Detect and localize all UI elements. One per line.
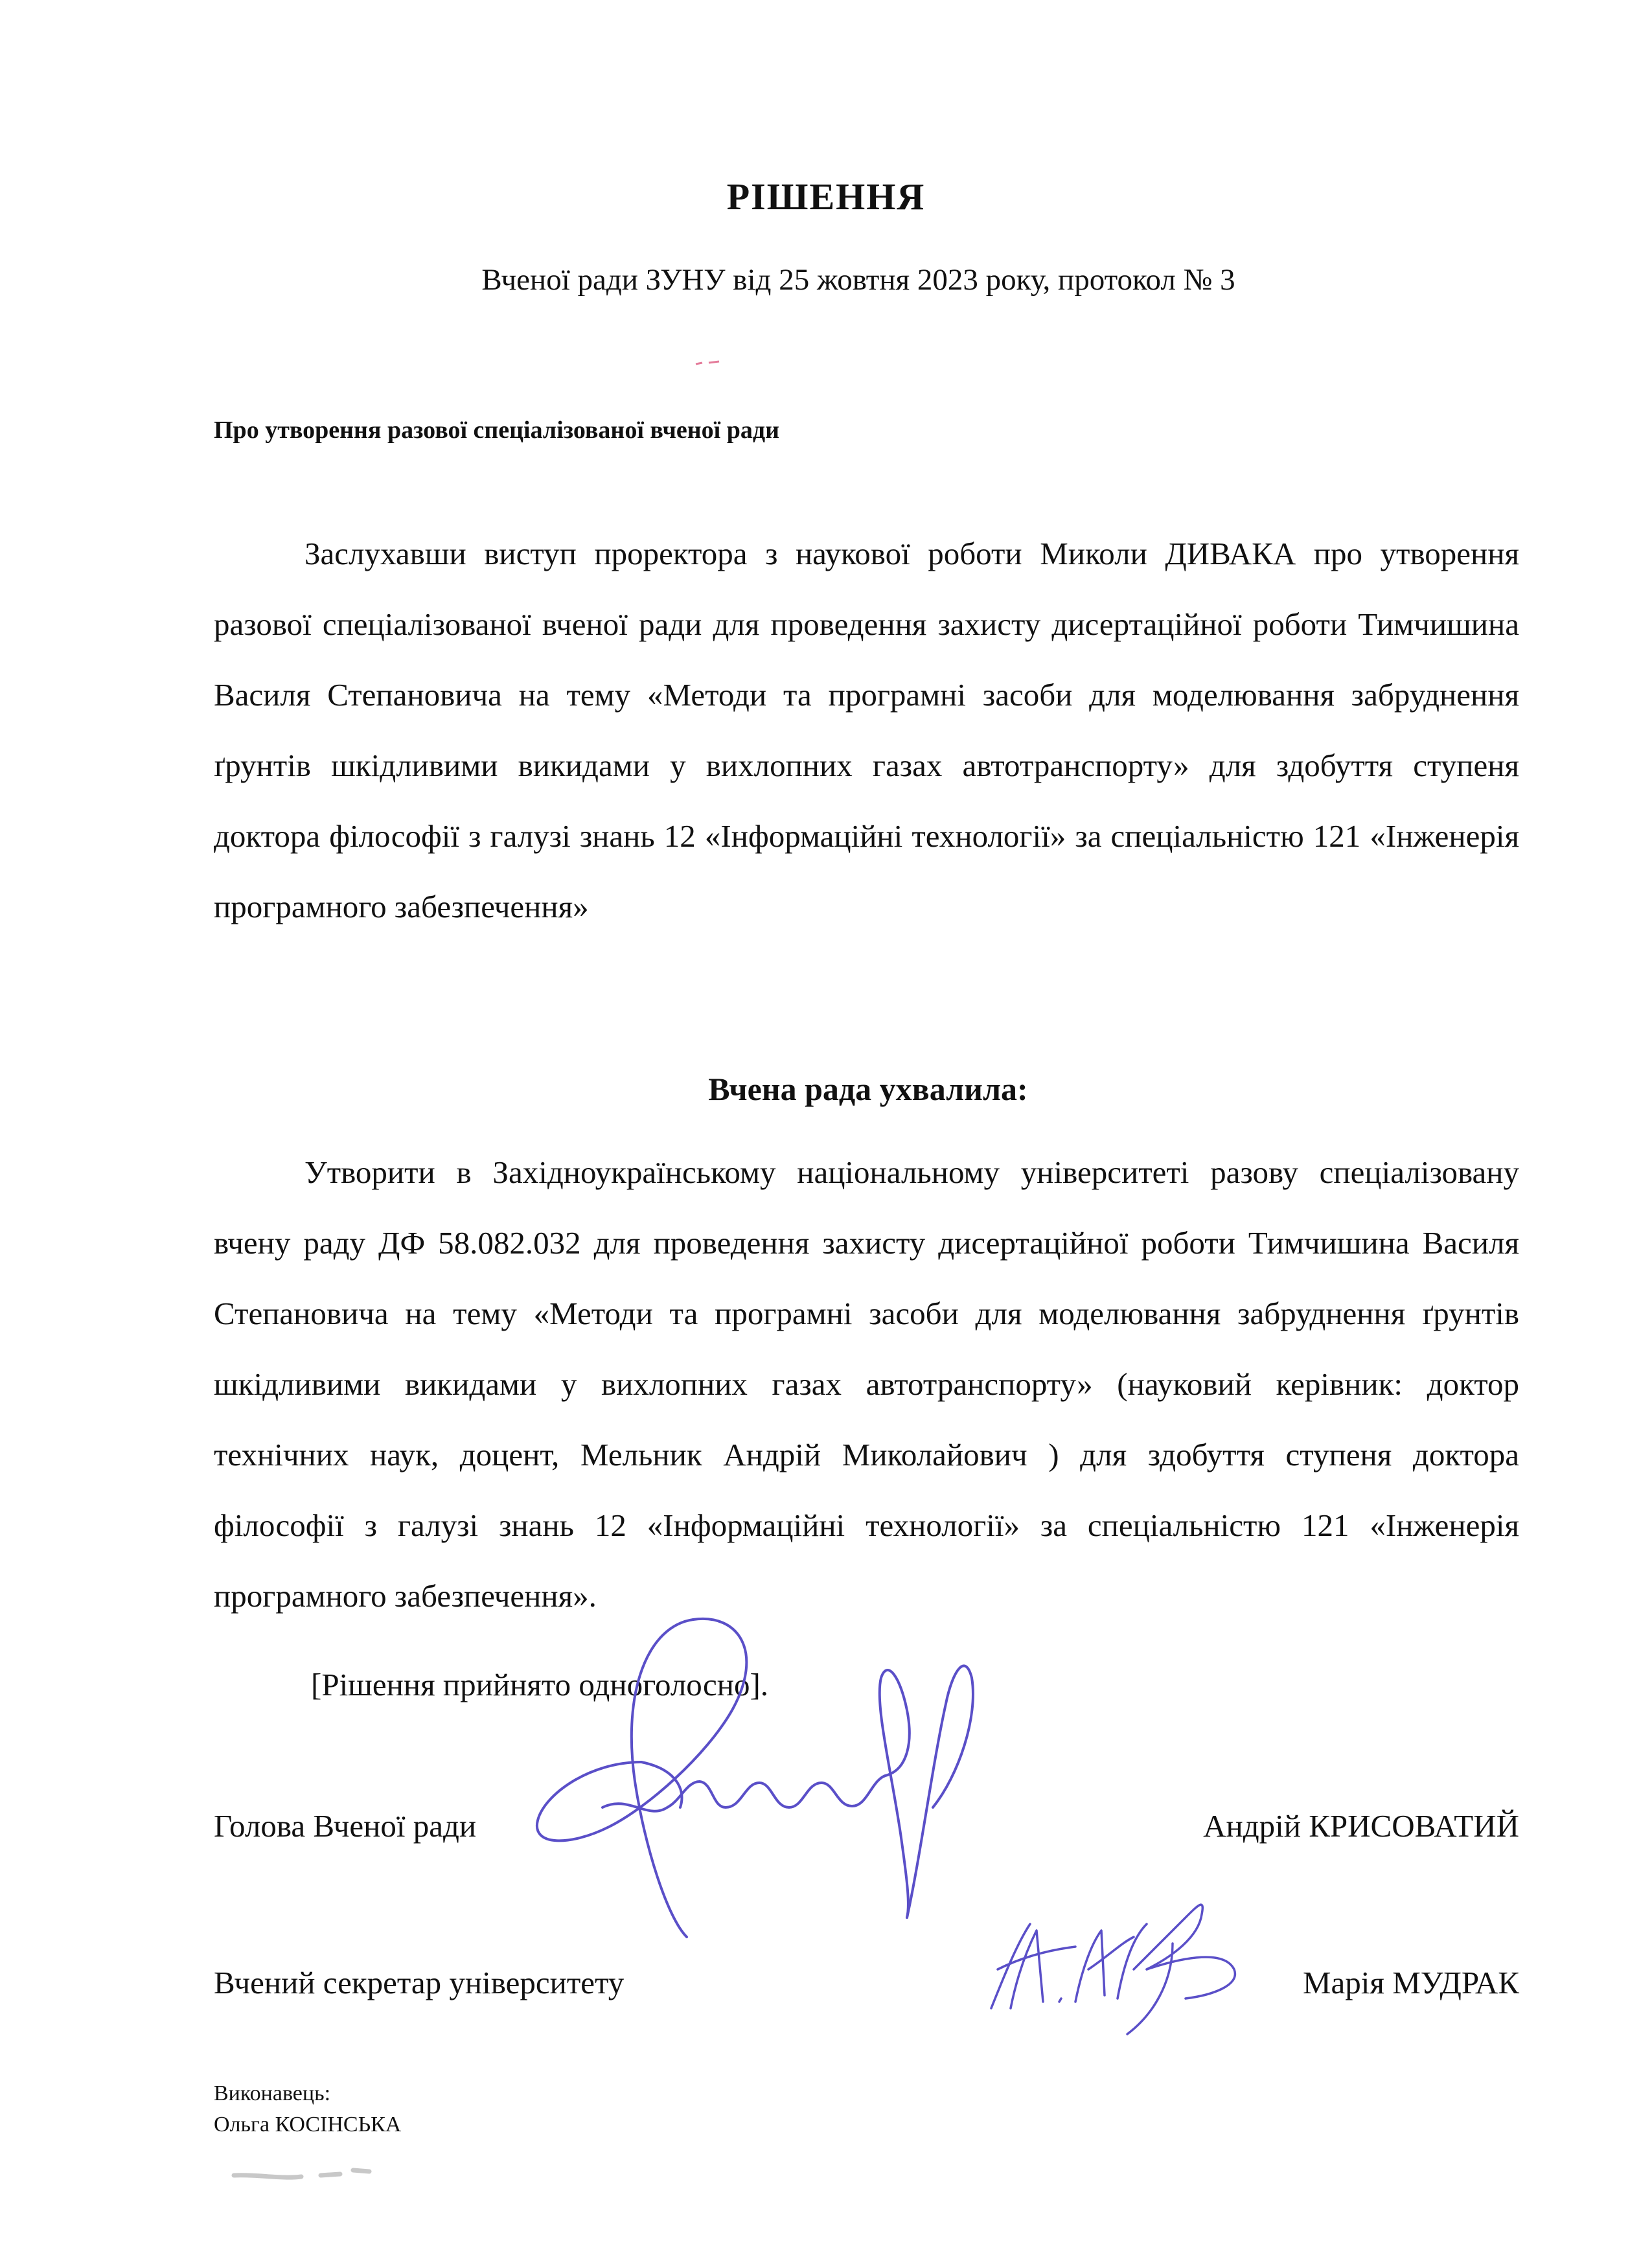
document-title: РІШЕННЯ xyxy=(726,176,926,218)
document-topic: Про утворення разової спеціалізованої вченої ради xyxy=(214,417,779,444)
decision-paragraph: Утворити в Західноукраїнському національному університеті разову спеціалізовану вчену раду ДФ 58.082.032 для проведення захисту дисертаційної роботи Тимчишина Василя Степановича на тему «Методи та програмні засоби для моделювання забруднення ґрунтів шкідливими викидами у вихлопних газах автотранспорту» (науковий керівник: доктор технічних наук, доцент, Мельник Андрій Миколайович ) для здобуття ступеня доктора філософії з галузі знань 12 «Інформаційні технології» за спеціальністю 121 «Інженерія програмного забезпечення». xyxy=(214,1154,1519,1614)
decision-heading: Вчена рада ухвалила: xyxy=(708,1071,1028,1107)
vote-result: [Рішення прийнято одноголосно]. xyxy=(311,1667,769,1702)
secretary-label: Вчений секретар університету xyxy=(214,1965,625,2000)
chair-signature xyxy=(518,1613,1075,1950)
executor-block xyxy=(214,2078,401,2140)
secretary-name: Марія МУДРАК xyxy=(1302,1965,1519,2000)
executor-label: Виконавець: xyxy=(214,2081,331,2105)
scan-speck xyxy=(693,356,732,369)
chair-label: Голова Вченої ради xyxy=(214,1808,477,1844)
chair-name: Андрій КРИСОВАТИЙ xyxy=(1203,1808,1519,1844)
scan-speck xyxy=(230,2164,385,2190)
document-subtitle: Вченої ради ЗУНУ від 25 жовтня 2023 року, протокол № 3 xyxy=(481,263,1235,297)
hearing-paragraph: Заслухавши виступ проректора з наукової роботи Миколи ДИВАКА про утворення разової спеціалізованої вченої ради для проведення захисту дисертаційної роботи Тимчишина Василя Степановича на тему «Методи та програмні засоби для моделювання забруднення ґрунтів шкідливими викидами у вихлопних газах автотранспорту» для здобуття ступеня доктора філософії з галузі знань 12 «Інформаційні технології» за спеціальністю 121 «Інженерія програмного забезпечення» xyxy=(214,536,1519,924)
executor-name: Ольга КОСІНСЬКА xyxy=(214,2113,402,2136)
secretary-signature xyxy=(978,1879,1250,2041)
